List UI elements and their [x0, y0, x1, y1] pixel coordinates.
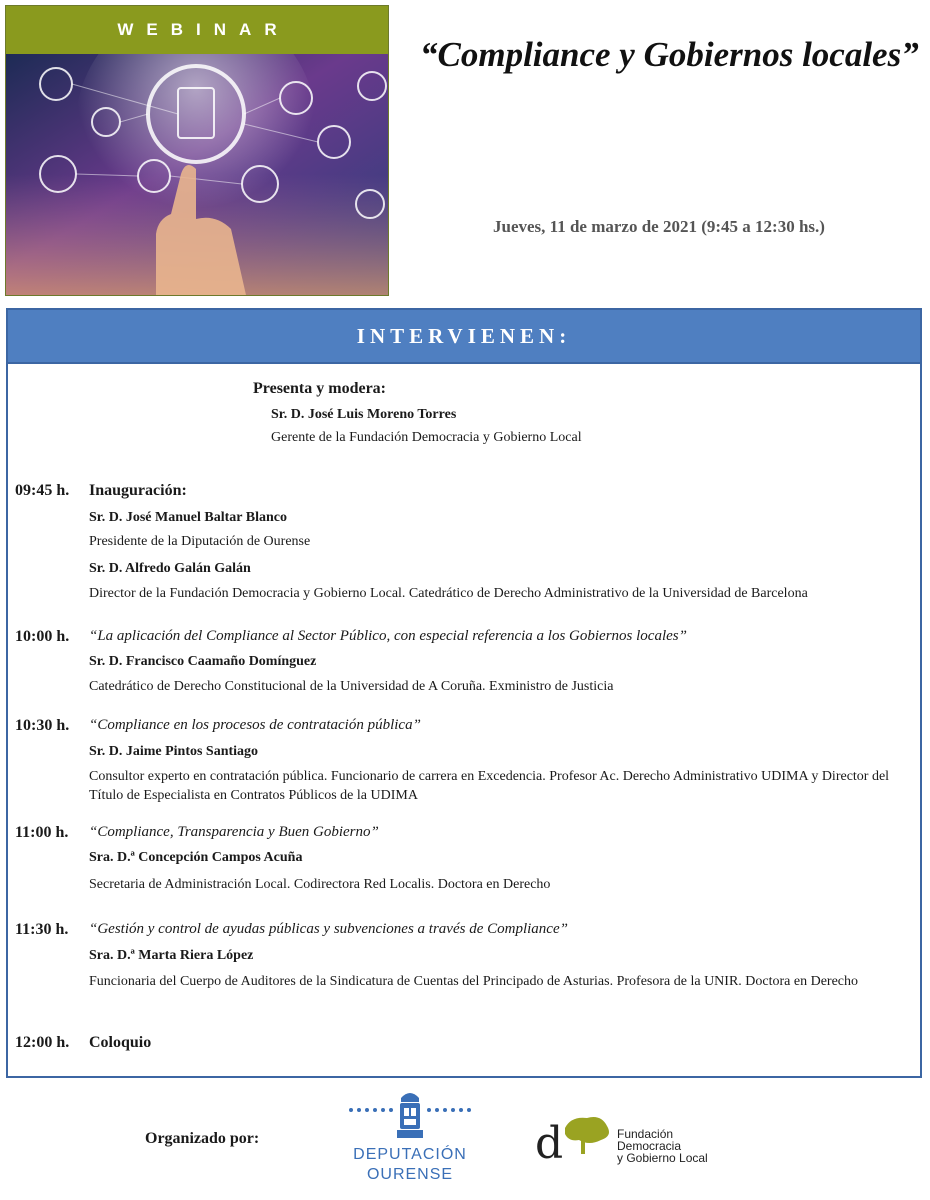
speaker-name: Sra. D.ª Concepción Campos Acuña [89, 850, 303, 865]
agenda-topic: Coloquio [89, 1034, 152, 1051]
org2-line2: Democracia [617, 1139, 682, 1153]
agenda-topic: “Gestión y control de ayudas públicas y subvenciones a través de Compliance” [89, 921, 568, 937]
svg-text:d: d [535, 1118, 564, 1169]
speaker-role: Consultor experto en contratación pública. Funcionario de carrera en Excedencia. Profesor Ac. Derecho Administrativo UDIMA y Director del Título de Especialista en Contratos Públicos de la UDIMA [89, 769, 890, 803]
agenda-topic: “Compliance en los procesos de contratación pública” [89, 717, 421, 733]
agenda-topic: Inauguración: [89, 482, 187, 499]
agenda-time: 10:30 h. [15, 717, 70, 734]
speaker-role: Director de la Fundación Democracia y Gobierno Local. Catedrático de Derecho Administrativo de la Universidad de Barcelona [89, 586, 808, 601]
organized-by-label: Organizado por: [145, 1130, 260, 1147]
org2-line1: Fundación [617, 1127, 674, 1141]
org1-name-line1: DEPUTACIÓN [353, 1146, 467, 1163]
deputacion-logo [345, 1088, 475, 1198]
page-title: “Compliance y Gobiernos locales” [420, 35, 919, 74]
tree-d-icon [535, 1110, 615, 1170]
hero-illustration [6, 54, 388, 295]
fundacion-logo [535, 1110, 735, 1170]
moderator-role: Gerente de la Fundación Democracia y Gobierno Local [271, 430, 582, 445]
agenda-topic: “La aplicación del Compliance al Sector Público, con especial referencia a los Gobiernos locales” [89, 628, 687, 644]
speaker-name: Sr. D. Alfredo Galán Galán [89, 561, 251, 576]
speakers-heading: INTERVIENEN: [356, 324, 572, 348]
speaker-role: Presidente de la Diputación de Ourense [89, 534, 311, 549]
webinar-band [6, 6, 388, 54]
webinar-label: WEBINAR [117, 20, 290, 39]
speaker-role: Catedrático de Derecho Constitucional de la Universidad de A Coruña. Exministro de Justicia [89, 679, 614, 694]
speaker-name: Sr. D. Jaime Pintos Santiago [89, 744, 259, 759]
speaker-role: Secretaria de Administración Local. Codirectora Red Localis. Doctora en Derecho [89, 877, 551, 892]
agenda-time: 11:00 h. [15, 824, 69, 841]
org2-name [617, 1128, 708, 1164]
speaker-name: Sra. D.ª Marta Riera López [89, 948, 254, 963]
org1-name-line2: OURENSE [366, 1166, 454, 1183]
moderator-label: Presenta y modera: [253, 380, 386, 397]
event-date: Jueves, 11 de marzo de 2021 (9:45 a 12:30 hs.) [493, 217, 825, 236]
speaker-role: Funcionaria del Cuerpo de Auditores de la Sindicatura de Cuentas del Principado de Asturias. Profesora de la UNIR. Doctora en Derecho [89, 974, 859, 989]
org2-line3: y Gobierno Local [617, 1151, 708, 1165]
agenda-time: 12:00 h. [15, 1034, 70, 1051]
speaker-name: Sr. D. Francisco Caamaño Domínguez [89, 654, 317, 669]
agenda-time: 09:45 h. [15, 482, 70, 499]
speakers-header [8, 310, 920, 364]
agenda-topic: “Compliance, Transparencia y Buen Gobierno” [89, 824, 379, 840]
speakers-box [6, 308, 922, 1078]
agenda-time: 10:00 h. [15, 628, 70, 645]
coat-of-arms-icon [345, 1088, 475, 1146]
moderator-name: Sr. D. José Luis Moreno Torres [271, 407, 457, 422]
hero-banner [5, 5, 389, 296]
speaker-name: Sr. D. José Manuel Baltar Blanco [89, 510, 287, 525]
agenda-time: 11:30 h. [15, 921, 69, 938]
